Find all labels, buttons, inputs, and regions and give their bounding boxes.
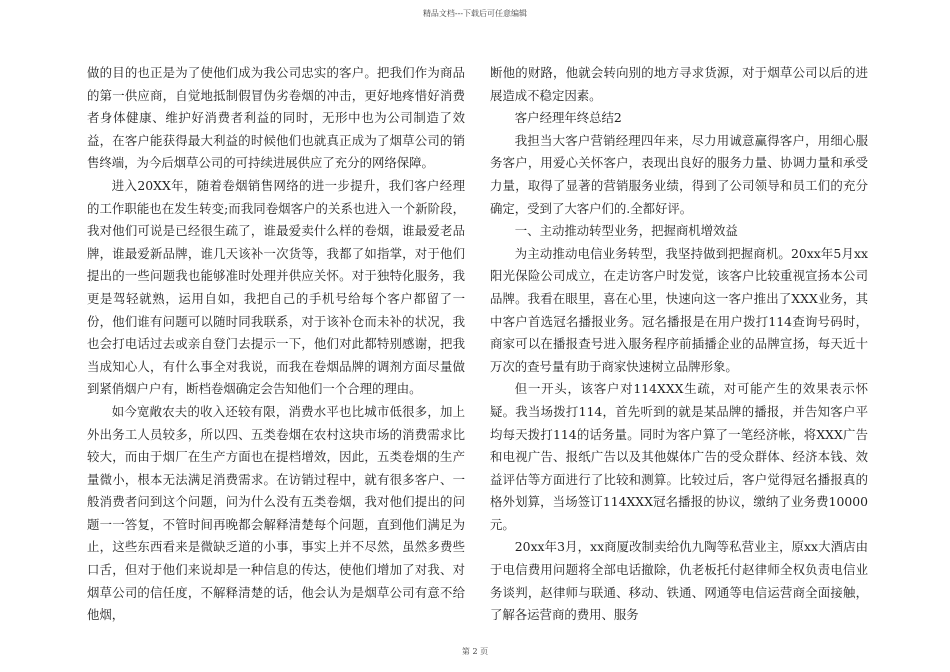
paragraph: 如今宽敞农夫的收入还较有限，消费水平也比城市低很多，加上外出务工人员较多，所以四、五类卷烟在农村这块市场的消费需求比较大，而由于烟厂在生产方面也在提档增效，因此，五类卷烟的生产量微小，根本无法满足消费需求。在访销过程中，就有很多客户、一般消费者问到这个问题，问为什么没有五类卷烟，我对他们提出的问题一一答复，不管时间再晚都会解释清楚每个问题，直到他们满足为止，这些东西看来是微缺乏道的小事，事实上并不尽然，虽然多费些口舌，但对于他们来说却是一种信息的传达，使他们增加了对我、对烟草公司的信任度，不解释清楚的话，他会认为是烟草公司有意不给他烟，: [87, 403, 465, 623]
left-column: [87, 62, 465, 627]
section-heading: 一、主动推动转型业务，把握商机增效益: [514, 223, 738, 239]
page-number: 第 2 页: [461, 647, 489, 656]
page-header: 精品文档---下载后可任意编辑: [422, 9, 528, 18]
section-title: 客户经理年终总结2: [514, 110, 622, 126]
paragraph: 但一开头，该客户对114XXX生疏，对可能产生的效果表示怀疑。我当场拨打114，首先听到的就是某品牌的播报，并告知客户平均每天拨打114的话务量。同时为客户算了一笔经济帐，将XXX广告和电视广告、报纸广告以及其他媒体广告的受众群体、经济本钱、效益评估等方面进行了比较和测算。比较过后，客户觉得冠名播报真的格外划算，当场签订114XXX冠名播报的协议，缴纳了业务费10000元。: [490, 381, 868, 532]
paragraph: 20xx年3月，xx商厦改制卖给仇九陶等私营业主，原xx大酒店由于电信费用问题将全部电话撤除，仇老板托付赵律师全权负责电信业务谈判，赵律师与联通、移动、铁通、网通等电信运营商全面接触，了解各运营商的费用、服务: [490, 539, 868, 623]
paragraph: 做的目的也正是为了使他们成为我公司忠实的客户。把我们作为商品的第一供应商，自觉地抵制假冒伪劣卷烟的冲击，更好地疼惜好消费者身体健康、维护好消费者利益的同时，无形中也为公司制造了效益，在客户能获得最大利益的时候他们也就真正成为了烟草公司的销售终端，为今后烟草公司的可持续进展供应了充分的网络保障。: [87, 65, 465, 171]
paragraph: 进入20XX年，随着卷烟销售网络的进一步提升，我们客户经理的工作职能也在发生转变;而我同卷烟客户的关系也进入一个新阶段，我对他们可说是已经很生疏了，谁最爱卖什么样的卷烟，谁最爱老品牌，谁最爱新品牌，谁几天该补一次货等，我都了如指掌，对于他们提出的一些问题我也能够准时处理并供应关怀。对于独特化服务，我更是驾轻就熟，运用自如，我把自己的手机号给每个客户都留了一份，他们谁有问题可以随时同我联系，对于该补仓而未补的状况，我也会打电话过去或亲自登门去提示一下，他们对此都特别感谢，把我当成知心人，有什么事全对我说，而我在卷烟品牌的调剂方面尽量做到紧俏烟户户有，断档卷烟确定会告知他们一个合理的理由。: [87, 177, 465, 397]
paragraph: 我担当大客户营销经理四年来，尽力用诚意赢得客户，用细心服务客户，用爱心关怀客户，表现出良好的服务力量、协调力量和承受力量，取得了显著的营销服务业绩，得到了公司领导和员工们的充分确定，受到了大客户们的.全都好评。: [490, 132, 868, 216]
right-column: [490, 62, 868, 627]
paragraph: 断他的财路，他就会转向别的地方寻求货源，对于烟草公司以后的进展造成不稳定因素。: [490, 65, 868, 103]
paragraph: 为主动推动电信业务转型，我坚持做到把握商机。20xx年5月xx阳光保险公司成立，在走访客户时发觉，该客户比较重视宣扬本公司品牌。我看在眼里，喜在心里，快速向这一客户推出了XXX业务，其中客户首选冠名播报业务。冠名播报是在用户拨打114查询号码时，商家可以在播报查号进入服务程序前插播企业的品牌宣扬，每天近十万次的查号量有助于商家快速树立品牌形象。: [490, 245, 868, 374]
